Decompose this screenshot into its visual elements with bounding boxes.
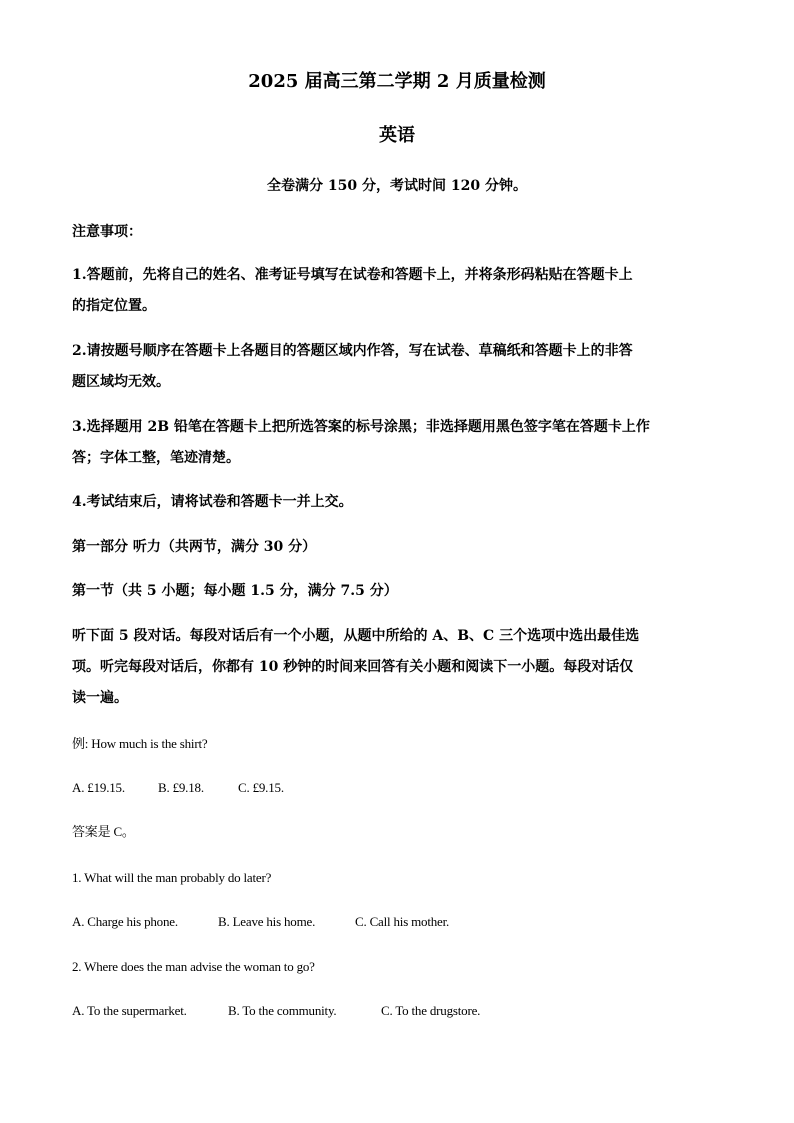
question-1-text: 1. What will the man probably do later? [72,870,272,885]
note-item-2-line-2: 题区域均无效。 [72,374,170,390]
note-item-1-line-2: 的指定位置。 [72,298,156,314]
question-1-options [72,913,449,931]
exam-info: 全卷满分 150 分，考试时间 120 分钟。 [267,178,527,194]
exam-title: 2025 届高三第二学期 2 月质量检测 [248,71,546,92]
notes-heading: 注意事项： [72,224,142,240]
question-2-options [72,1002,480,1020]
example-option-b: B. £9.18. [158,780,204,795]
question-2-option-b: B. To the community. [228,1003,337,1018]
section1-heading: 第一节（共 5 小题；每小题 1.5 分，满分 7.5 分） [72,583,398,599]
example-option-a: A. £19.15. [72,780,125,795]
instructions-line-1: 听下面 5 段对话。每段对话后有一个小题，从题中所给的 A、B、C 三个选项中选出最佳选 [72,628,640,644]
question-1-option-a: A. Charge his phone. [72,914,178,929]
question-1-option-c: C. Call his mother. [355,914,450,929]
example-answer: 答案是 C。 [72,824,135,839]
note-item-2-line-1: 2.请按题号顺序在答题卡上各题目的答题区域内作答，写在试卷、草稿纸和答题卡上的非答 [72,343,633,359]
question-2-option-a: A. To the supermarket. [72,1003,187,1018]
example-options [72,779,284,797]
example-question: 例: How much is the shirt? [72,736,208,751]
note-item-1-line-1: 1.答题前，先将自己的姓名、准考证号填写在试卷和答题卡上，并将条形码粘贴在答题卡上 [72,267,633,283]
example-option-c: C. £9.15. [238,780,284,795]
part1-heading: 第一部分 听力（共两节，满分 30 分） [72,539,317,555]
question-2-text: 2. Where does the man advise the woman to go? [72,959,315,974]
question-1-option-b: B. Leave his home. [218,914,316,929]
question-2-option-c: C. To the drugstore. [381,1003,481,1018]
note-item-3-line-2: 答；字体工整，笔迹清楚。 [72,450,240,466]
instructions-line-3: 读一遍。 [72,690,128,706]
note-item-3-line-1: 3.选择题用 2B 铅笔在答题卡上把所选答案的标号涂黑；非选择题用黑色签字笔在答题卡上作 [72,419,650,435]
note-item-4: 4.考试结束后，请将试卷和答题卡一并上交。 [72,494,353,510]
subject-title: 英语 [379,125,415,146]
instructions-line-2: 项。听完每段对话后，你都有 10 秒钟的时间来回答有关小题和阅读下一小题。每段对话仅 [72,659,634,675]
